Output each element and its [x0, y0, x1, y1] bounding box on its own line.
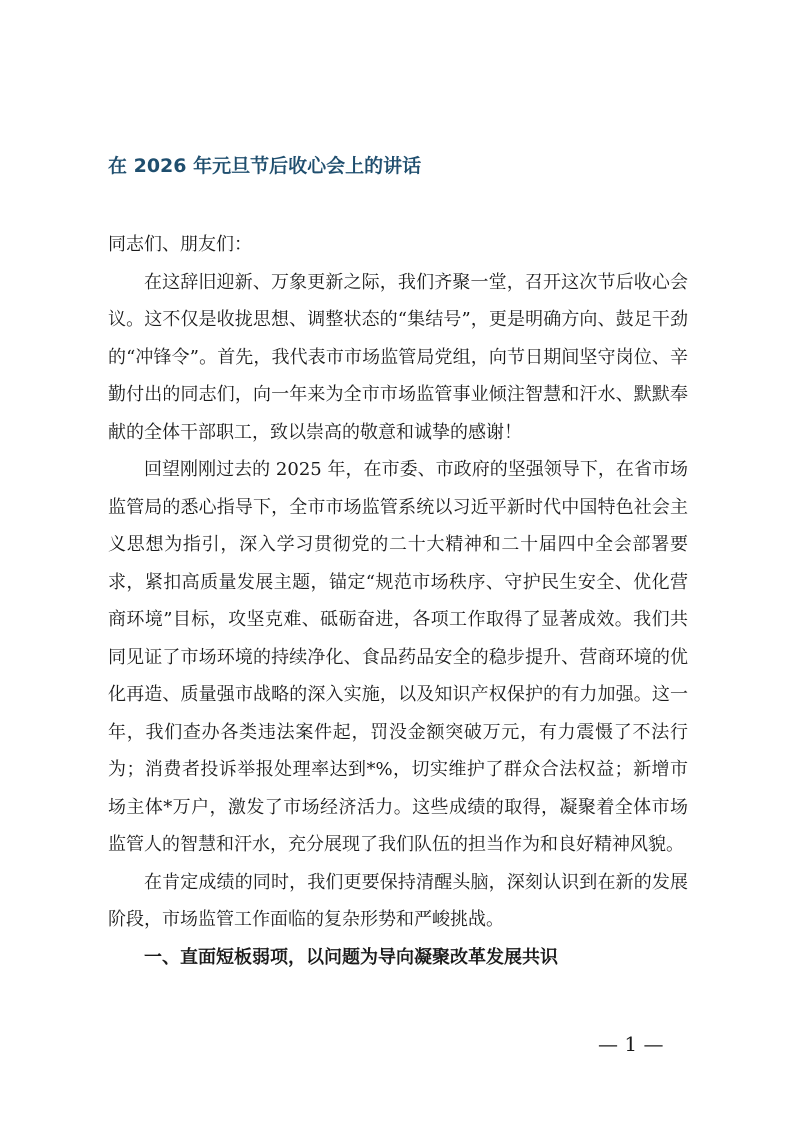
paragraph-opening: 在这辞旧迎新、万象更新之际，我们齐聚一堂，召开这次节后收心会议。这不仅是收拢思想、调整状态的“集结号”，更是明确方向、鼓足干劲的“冲锋令”。首先，我代表市市场监管局党组，向节日期间坚守岗位、辛勤付出的同志们，向一年来为全市市场监管事业倾注智慧和汗水、默默奉献的全体干部职工，致以崇高的敬意和诚挚的感谢！ [108, 271, 688, 443]
document-title: 在 2026 年元旦节后收心会上的讲话 [108, 155, 422, 177]
paragraph-challenges: 在肯定成绩的同时，我们更要保持清醒头脑，深刻认识到在新的发展阶段，市场监管工作面临的复杂形势和严峻挑战。 [108, 871, 688, 930]
page-number: — 1 — [598, 1032, 664, 1056]
paragraph-review-2025: 回望刚刚过去的 2025 年，在市委、市政府的坚强领导下，在省市场监管局的悉心指导下，全市市场监管系统以习近平新时代中国特色社会主义思想为指引，深入学习贯彻党的二十大精神和二十届四中全会部署要求，紧扣高质量发展主题，锚定“规范市场秩序、守护民生安全、优化营商环境”目标，攻坚克难、砥砺奋进，各项工作取得了显著成效。我们共同见证了市场环境的持续净化、食品药品安全的稳步提升、营商环境的优化再造、质量强市战略的深入实施，以及知识产权保护的有力加强。这一年，我们查办各类违法案件起，罚没金额突破万元，有力震慑了不法行为；消费者投诉举报处理率达到*%，切实维护了群众合法权益；新增市场主体*万户，激发了市场经济活力。这些成绩的取得，凝聚着全体市场监管人的智慧和汗水，充分展现了我们队伍的担当作为和良好精神风貌。 [108, 459, 688, 855]
salutation: 同志们、朋友们： [108, 234, 252, 255]
document-body [108, 226, 688, 976]
section-heading: 一、直面短板弱项，以问题为导向凝聚改革发展共识 [144, 946, 558, 968]
